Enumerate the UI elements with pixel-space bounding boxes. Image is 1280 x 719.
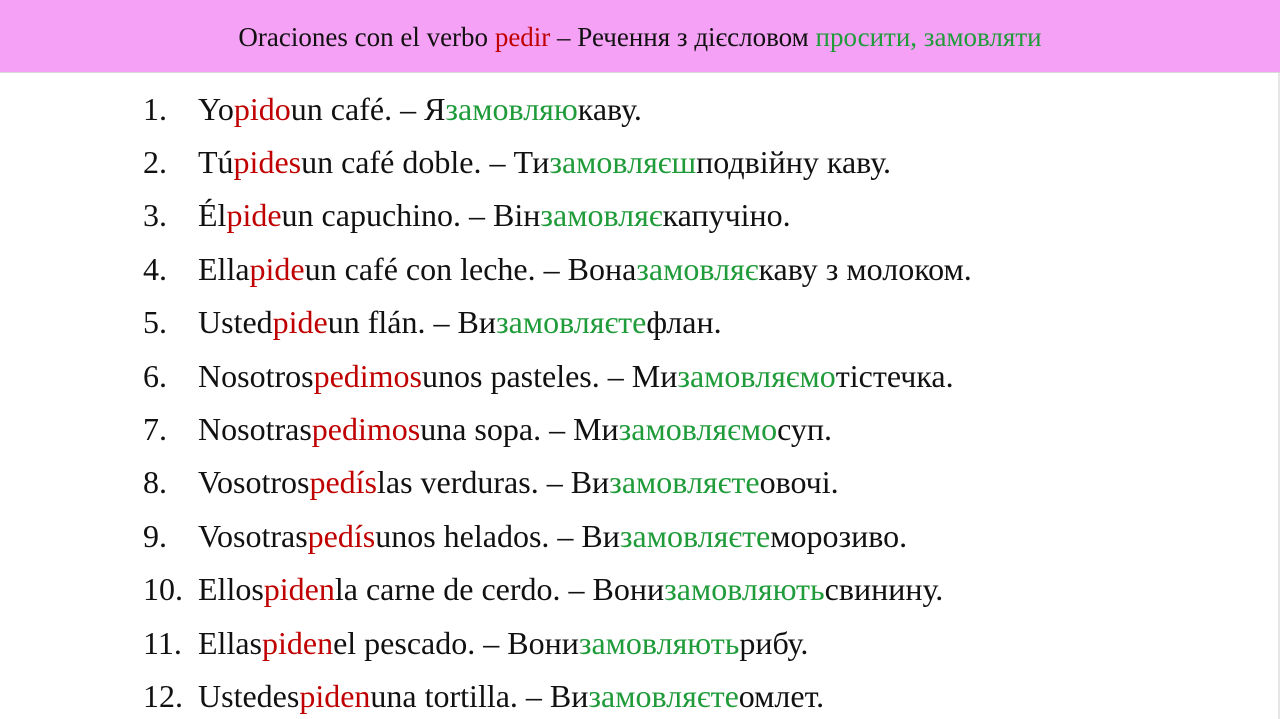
sentence-number: 6. bbox=[143, 357, 167, 394]
sentence-number: 8. bbox=[143, 464, 167, 501]
ukrainian-verb: замовляєш bbox=[549, 144, 697, 181]
ukrainian-verb: замовляють bbox=[578, 624, 740, 661]
sentence-list bbox=[143, 82, 972, 719]
ukrainian-verb: замовляєте bbox=[495, 304, 647, 341]
spanish-verb: pedís bbox=[307, 517, 376, 554]
spanish-verb: piden bbox=[261, 624, 334, 661]
spanish-verb: pido bbox=[233, 90, 291, 127]
sentence-row bbox=[143, 563, 972, 616]
spanish-subject: Tú bbox=[198, 144, 234, 181]
ukrainian-verb: замовляю bbox=[445, 90, 578, 127]
spanish-subject: Vosotras bbox=[198, 517, 308, 554]
title-ukrainian-verb: просити, замовляти bbox=[815, 22, 1042, 52]
spanish-verb: pide bbox=[226, 197, 282, 234]
sentence-number: 12. bbox=[143, 677, 183, 714]
spanish-subject: Nosotras bbox=[198, 411, 312, 448]
sentence-number: 5. bbox=[143, 304, 167, 341]
spanish-verb: piden bbox=[263, 571, 335, 608]
ukrainian-verb: замовляє bbox=[540, 197, 663, 234]
sentence-number: 1. bbox=[143, 90, 167, 127]
sentence-row bbox=[143, 242, 972, 295]
ukrainian-verb: замовляємо bbox=[677, 357, 836, 394]
spanish-verb: pides bbox=[233, 144, 302, 181]
sentence-row bbox=[143, 135, 972, 188]
sentence-number: 10. bbox=[143, 571, 183, 608]
spanish-verb: pide bbox=[272, 304, 328, 341]
title-text-start: Oraciones con el verbo bbox=[238, 22, 495, 52]
ukrainian-rest: флан. bbox=[646, 304, 722, 341]
ukrainian-verb: замовляють bbox=[664, 571, 825, 608]
ukrainian-rest: подвійну каву. bbox=[696, 144, 891, 181]
ukrainian-rest: каву. bbox=[577, 90, 642, 127]
spanish-verb: pedimos bbox=[313, 357, 422, 394]
ukrainian-rest: тістечка. bbox=[835, 357, 954, 394]
spanish-subject: Vosotros bbox=[198, 464, 310, 501]
sentence-rest: el pescado. – Вони bbox=[333, 624, 579, 661]
sentence-number: 2. bbox=[143, 144, 167, 181]
spanish-subject: Usted bbox=[198, 304, 273, 341]
sentence-rest: las verduras. – Ви bbox=[376, 464, 610, 501]
ukrainian-rest: овочі. bbox=[759, 464, 839, 501]
spanish-verb: pedimos bbox=[311, 411, 421, 448]
sentence-row bbox=[143, 669, 972, 719]
sentence-rest: una tortilla. – Ви bbox=[370, 677, 589, 714]
ukrainian-verb: замовляєте bbox=[619, 517, 771, 554]
spanish-subject: Yo bbox=[198, 90, 234, 127]
spanish-subject: Él bbox=[198, 197, 227, 234]
ukrainian-rest: свинину. bbox=[824, 571, 944, 608]
ukrainian-rest: морозиво. bbox=[770, 517, 908, 554]
sentence-row bbox=[143, 82, 972, 135]
sentence-rest: unos pasteles. – Ми bbox=[422, 357, 678, 394]
sentence-number: 9. bbox=[143, 517, 167, 554]
spanish-subject: Nosotros bbox=[198, 357, 314, 394]
sentence-rest: un capuchino. – Він bbox=[281, 197, 541, 234]
spanish-subject: Ellas bbox=[198, 624, 262, 661]
sentence-rest: un café doble. – Ти bbox=[301, 144, 550, 181]
sentence-number: 3. bbox=[143, 197, 167, 234]
spanish-subject: Ella bbox=[198, 250, 250, 287]
ukrainian-verb: замовляємо bbox=[618, 411, 778, 448]
spanish-verb: piden bbox=[299, 677, 371, 714]
sentence-rest: una sopa. – Ми bbox=[420, 411, 619, 448]
sentence-rest: un café con leche. – Вона bbox=[304, 250, 637, 287]
sentence-rest: un café. – Я bbox=[290, 90, 446, 127]
ukrainian-verb: замовляєте bbox=[609, 464, 760, 501]
sentence-number: 4. bbox=[143, 250, 167, 287]
title-spanish-verb: pedir bbox=[494, 22, 551, 52]
spanish-verb: pedís bbox=[309, 464, 377, 501]
sentence-row bbox=[143, 456, 972, 509]
sentence-number: 11. bbox=[143, 624, 182, 661]
sentence-row bbox=[143, 349, 972, 402]
ukrainian-rest: каву з молоком. bbox=[758, 250, 972, 287]
sentence-row bbox=[143, 189, 972, 242]
spanish-subject: Ustedes bbox=[198, 677, 300, 714]
ukrainian-verb: замовляєте bbox=[588, 677, 739, 714]
sentence-row bbox=[143, 402, 972, 455]
ukrainian-verb: замовляє bbox=[636, 250, 759, 287]
sentence-row bbox=[143, 509, 972, 562]
sentence-row bbox=[143, 616, 972, 669]
ukrainian-rest: капучіно. bbox=[662, 197, 791, 234]
sentence-rest: la carne de cerdo. – Вони bbox=[334, 571, 665, 608]
sentence-rest: un flán. – Ви bbox=[327, 304, 496, 341]
sentence-rest: unos helados. – Ви bbox=[375, 517, 620, 554]
ukrainian-rest: рибу. bbox=[739, 624, 809, 661]
spanish-subject: Ellos bbox=[198, 571, 264, 608]
title-text-middle: – Речення з дієсловом bbox=[550, 22, 816, 52]
spanish-verb: pide bbox=[249, 250, 305, 287]
sentence-row bbox=[143, 296, 972, 349]
ukrainian-rest: омлет. bbox=[738, 677, 825, 714]
slide-title bbox=[0, 0, 1280, 73]
sentence-number: 7. bbox=[143, 411, 167, 448]
ukrainian-rest: суп. bbox=[777, 411, 832, 448]
